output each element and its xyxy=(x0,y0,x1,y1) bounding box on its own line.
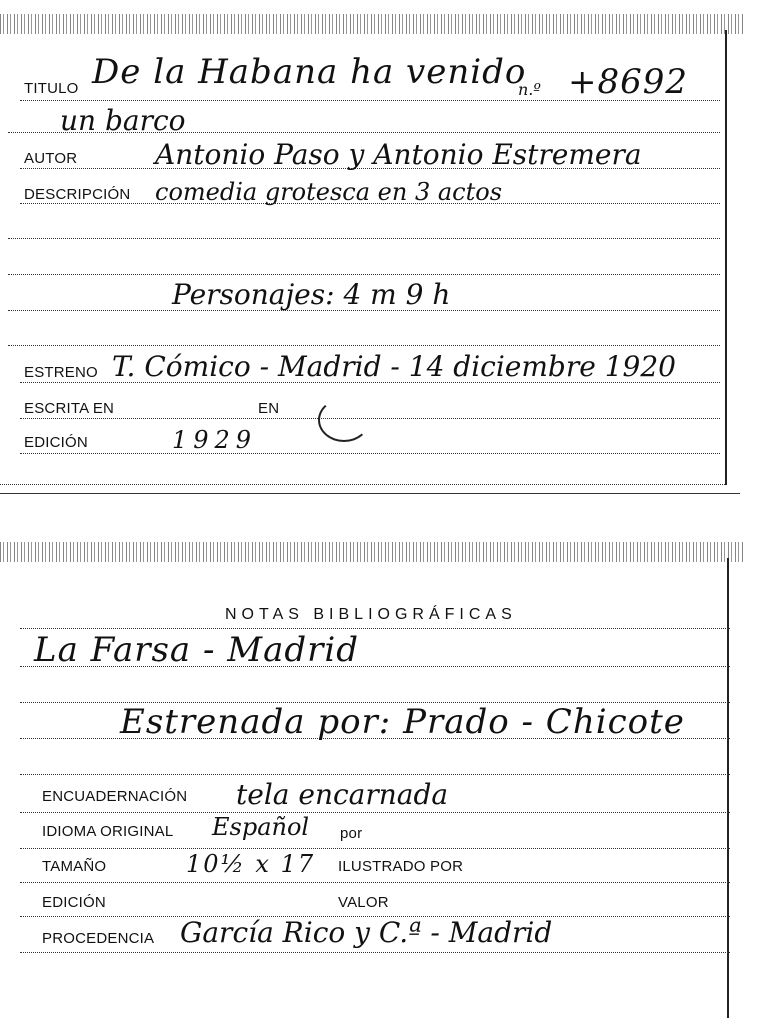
value-label: VALOR xyxy=(338,894,389,911)
edition-value: 1929 xyxy=(172,426,258,454)
card-border xyxy=(725,30,727,485)
notes-heading: NOTAS BIBLIOGRÁFICAS xyxy=(225,606,517,623)
author-value: Antonio Paso y Antonio Estremera xyxy=(155,138,642,171)
written-in-place-label: EN xyxy=(258,400,280,417)
original-language-value: Español xyxy=(212,813,310,841)
premiere-value: T. Cómico - Madrid - 14 diciembre 1920 xyxy=(112,350,676,383)
premiere-label: ESTRENO xyxy=(24,364,98,381)
rule xyxy=(20,453,720,454)
note-premiered-by: Estrenada por: Prado - Chicote xyxy=(120,702,685,742)
catalog-card-bottom xyxy=(0,538,745,1018)
provenance-value: García Rico y C.ª - Madrid xyxy=(180,916,553,949)
rule xyxy=(20,812,730,813)
rule xyxy=(20,774,730,775)
rule xyxy=(8,345,720,346)
rule xyxy=(20,848,730,849)
binding-label: ENCUADERNACIÓN xyxy=(42,788,188,805)
original-language-label: IDIOMA ORIGINAL xyxy=(42,823,174,840)
description-value: comedia grotesca en 3 actos xyxy=(155,178,503,206)
rule xyxy=(8,274,720,275)
size-label: TAMAÑO xyxy=(42,858,107,875)
note-publisher: La Farsa - Madrid xyxy=(34,630,360,670)
written-in-label: ESCRITA EN xyxy=(24,400,115,417)
edition-label-bottom: EDICIÓN xyxy=(42,894,106,911)
rule xyxy=(20,882,730,883)
title-value-line1: De la Habana ha venido xyxy=(92,52,527,92)
illustrated-by-label: ILUSTRADO POR xyxy=(338,858,464,875)
rule xyxy=(8,238,720,239)
binding-value: tela encarnada xyxy=(236,778,449,811)
card-separator xyxy=(0,493,740,494)
title-label: TITULO xyxy=(24,80,79,97)
rule xyxy=(20,418,720,419)
number-label: n.º xyxy=(518,80,541,99)
by-label: por xyxy=(340,825,363,842)
scan-noise-bottom xyxy=(0,542,745,562)
scan-noise-top xyxy=(0,14,745,34)
rule xyxy=(20,628,730,629)
catalog-card-top xyxy=(0,0,745,495)
card-border xyxy=(727,558,729,1018)
rule xyxy=(0,484,725,485)
characters-value: Personajes: 4 m 9 h xyxy=(172,278,451,311)
rule xyxy=(20,952,730,953)
author-label: AUTOR xyxy=(24,150,78,167)
provenance-label: PROCEDENCIA xyxy=(42,930,155,947)
catalog-number: +8692 xyxy=(568,62,689,102)
pen-stroke xyxy=(318,398,370,442)
title-value-line2: un barco xyxy=(60,104,186,137)
description-label: DESCRIPCIÓN xyxy=(24,186,131,203)
size-value: 10½ x 17 xyxy=(186,850,316,878)
edition-label: EDICIÓN xyxy=(24,434,88,451)
